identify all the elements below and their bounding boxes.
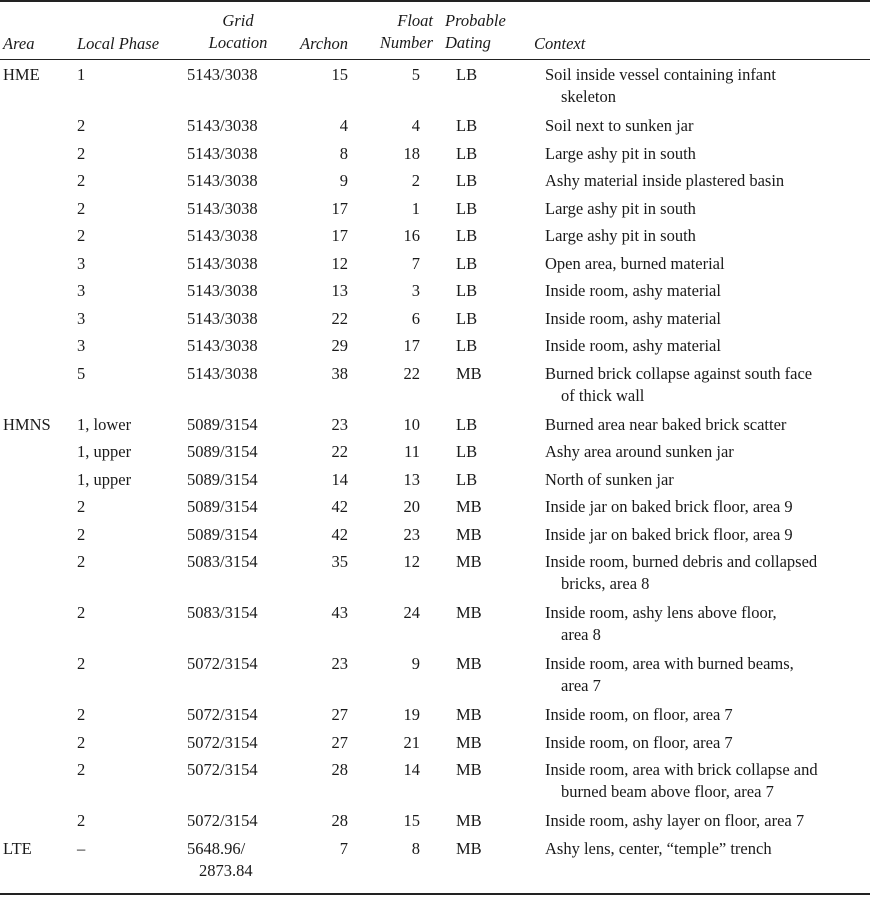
cell-grid-location — [187, 170, 310, 198]
context-line1: Inside room, ashy material — [545, 281, 721, 300]
cell-local-phase: 1, upper — [77, 442, 132, 461]
cell-context — [545, 759, 873, 810]
table-row — [0, 704, 873, 732]
cell-area — [0, 363, 77, 414]
cell-float-number: 11 — [404, 442, 420, 461]
header-archon — [300, 33, 348, 55]
cell-local-phase: 1, lower — [77, 414, 132, 434]
cell-float-number: 21 — [403, 732, 420, 752]
context-line1: Soil next to sunken jar — [545, 116, 694, 135]
cell-grid-location — [187, 64, 310, 115]
grid-line1: 5143/3038 — [187, 65, 258, 84]
cell-float-number: 24 — [403, 603, 420, 622]
header-area — [3, 33, 34, 55]
grid-line1: 5089/3154 — [187, 442, 258, 461]
header-archon-label: Archon — [300, 34, 348, 53]
cell-probable-dating: MB — [456, 760, 482, 779]
cell-area — [0, 335, 77, 363]
cell-archon: 38 — [331, 363, 348, 383]
context-line1: Inside room, area with brick collapse and — [545, 760, 818, 779]
cell-float-number: 22 — [403, 363, 420, 383]
context-line1: Inside room, on floor, area 7 — [545, 732, 733, 752]
cell-context — [545, 732, 873, 760]
cell-context — [545, 602, 873, 653]
context-line1: Ashy material inside plastered basin — [545, 171, 785, 190]
cell-local-phase: 2 — [77, 705, 86, 724]
cell-local-phase: 3 — [77, 253, 86, 273]
cell-context — [545, 524, 873, 552]
grid-line1: 5072/3154 — [187, 732, 258, 752]
grid-line1: 5089/3154 — [187, 469, 258, 489]
cell-archon: 4 — [339, 116, 348, 135]
grid-line1: 5089/3154 — [187, 524, 258, 544]
table-row — [0, 759, 873, 810]
cell-context — [545, 308, 873, 336]
cell-context — [545, 280, 873, 308]
context-line1: North of sunken jar — [545, 469, 674, 489]
cell-grid-location — [187, 414, 310, 442]
grid-line1: 5072/3154 — [187, 760, 258, 779]
context-line1: Large ashy pit in south — [545, 226, 696, 245]
cell-area — [0, 441, 77, 469]
header-dating-line2: Dating — [445, 33, 491, 52]
cell-local-phase: 2 — [77, 760, 86, 779]
header-float-line2: Number — [379, 33, 433, 52]
cell-float-number: 14 — [403, 760, 420, 779]
context-line1: Large ashy pit in south — [545, 198, 696, 218]
table-row — [0, 838, 873, 889]
cell-local-phase: 2 — [77, 524, 86, 544]
cell-float-number: 13 — [403, 469, 420, 489]
cell-context — [545, 225, 873, 253]
cell-local-phase: 5 — [77, 363, 86, 383]
cell-grid-location — [187, 602, 310, 653]
cell-grid-location — [187, 838, 310, 889]
grid-line1: 5143/3038 — [187, 198, 258, 218]
table-row — [0, 225, 873, 253]
table-row — [0, 335, 873, 363]
cell-grid-location — [187, 551, 310, 602]
cell-area — [0, 280, 77, 308]
cell-local-phase: 2 — [77, 654, 86, 673]
grid-line1: 5072/3154 — [187, 811, 258, 830]
cell-probable-dating: LB — [456, 469, 478, 489]
cell-float-number: 12 — [403, 552, 420, 571]
grid-line1: 5072/3154 — [187, 654, 258, 673]
cell-grid-location — [187, 363, 310, 414]
context-line1: Ashy lens, center, “temple” trench — [545, 838, 772, 858]
cell-area — [0, 308, 77, 336]
cell-archon: 27 — [331, 732, 348, 752]
context-line1: Inside room, area with burned beams, — [545, 654, 794, 673]
cell-float-number: 7 — [411, 253, 420, 273]
top-rule — [0, 0, 870, 2]
context-line2: bricks, area 8 — [561, 574, 650, 593]
cell-local-phase: 3 — [77, 308, 86, 328]
grid-line1: 5072/3154 — [187, 705, 258, 724]
cell-probable-dating: LB — [456, 253, 478, 273]
table-row — [0, 280, 873, 308]
cell-grid-location — [187, 496, 310, 524]
header-area-label: Area — [3, 34, 35, 53]
context-line1: Inside room, burned debris and collapsed — [545, 552, 818, 571]
cell-context — [545, 469, 873, 497]
cell-area: HMNS — [3, 414, 51, 434]
cell-float-number: 20 — [403, 497, 420, 516]
table-row — [0, 363, 873, 414]
context-line1: Inside room, on floor, area 7 — [545, 705, 733, 724]
cell-context — [545, 838, 873, 889]
header-context — [534, 33, 585, 55]
table-row — [0, 308, 873, 336]
cell-archon: 22 — [331, 308, 348, 328]
cell-archon: 13 — [331, 281, 348, 300]
grid-line1: 5143/3038 — [187, 143, 258, 163]
table-body — [0, 64, 873, 889]
context-line1: Soil inside vessel containing infant — [545, 65, 776, 84]
context-line1: Inside jar on baked brick floor, area 9 — [545, 524, 793, 544]
cell-float-number: 4 — [411, 116, 420, 135]
header-probable-dating — [445, 10, 506, 54]
cell-grid-location — [187, 280, 310, 308]
cell-grid-location — [187, 759, 310, 810]
grid-line1: 5143/3038 — [187, 253, 258, 273]
cell-probable-dating: LB — [456, 143, 478, 163]
context-line2: burned beam above floor, area 7 — [561, 782, 774, 801]
cell-grid-location — [187, 143, 310, 171]
cell-local-phase: 3 — [77, 281, 86, 300]
cell-float-number: 15 — [403, 811, 420, 830]
cell-float-number: 17 — [403, 336, 420, 355]
cell-probable-dating: LB — [456, 281, 478, 300]
cell-float-number: 1 — [411, 198, 420, 218]
header-local-phase-label: Local Phase — [77, 34, 160, 53]
table-row — [0, 810, 873, 838]
header-dating-line1: Probable — [445, 11, 506, 30]
cell-float-number: 16 — [403, 226, 420, 245]
cell-archon: 14 — [331, 469, 348, 489]
cell-grid-location — [187, 810, 310, 838]
cell-context — [545, 653, 873, 704]
cell-float-number: 2 — [411, 171, 420, 190]
cell-float-number: 3 — [411, 281, 420, 300]
cell-area — [0, 143, 77, 171]
cell-probable-dating: LB — [456, 171, 478, 190]
header-grid-location — [202, 10, 274, 54]
cell-archon: 35 — [331, 552, 348, 571]
cell-archon: 43 — [331, 603, 348, 622]
cell-float-number: 10 — [403, 414, 420, 434]
cell-context — [545, 414, 873, 442]
cell-context — [545, 363, 873, 414]
cell-area — [0, 704, 77, 732]
context-line1: Inside room, ashy material — [545, 308, 721, 328]
header-float-number — [369, 10, 433, 54]
table-row — [0, 414, 873, 442]
cell-area — [0, 469, 77, 497]
context-line2: area 8 — [561, 625, 601, 644]
context-line1: Open area, burned material — [545, 253, 725, 273]
cell-grid-location — [187, 308, 310, 336]
cell-float-number: 23 — [403, 524, 420, 544]
cell-local-phase: 2 — [77, 603, 86, 622]
cell-local-phase: 2 — [77, 143, 86, 163]
cell-context — [545, 253, 873, 281]
context-line1: Inside room, ashy lens above floor, — [545, 603, 777, 622]
cell-area — [0, 496, 77, 524]
header-context-label: Context — [534, 34, 586, 53]
context-line1: Inside room, ashy material — [545, 336, 721, 355]
cell-area — [0, 653, 77, 704]
cell-area — [0, 524, 77, 552]
table-row — [0, 170, 873, 198]
table-row — [0, 64, 873, 115]
cell-archon: 15 — [331, 65, 348, 84]
grid-line1: 5089/3154 — [187, 497, 258, 516]
grid-line1: 5143/3038 — [187, 171, 258, 190]
cell-archon: 23 — [331, 414, 348, 434]
cell-local-phase: 2 — [77, 552, 86, 571]
cell-local-phase: 2 — [77, 116, 86, 135]
context-line1: Large ashy pit in south — [545, 143, 696, 163]
table-row — [0, 602, 873, 653]
cell-archon: 27 — [331, 705, 348, 724]
header-local-phase — [77, 33, 159, 55]
table-row — [0, 198, 873, 226]
cell-probable-dating: LB — [456, 116, 478, 135]
cell-context — [545, 64, 873, 115]
cell-local-phase: 3 — [77, 336, 86, 355]
cell-context — [545, 496, 873, 524]
cell-probable-dating: MB — [456, 603, 482, 622]
cell-context — [545, 441, 873, 469]
grid-line1: 5648.96/ — [187, 838, 246, 858]
cell-grid-location — [187, 225, 310, 253]
table-row — [0, 115, 873, 143]
table-row — [0, 469, 873, 497]
cell-local-phase: 2 — [77, 811, 86, 830]
cell-area — [0, 759, 77, 810]
cell-area — [0, 225, 77, 253]
cell-context — [545, 335, 873, 363]
cell-grid-location — [187, 653, 310, 704]
grid-line1: 5083/3154 — [187, 552, 258, 571]
context-line1: Inside jar on baked brick floor, area 9 — [545, 497, 793, 516]
cell-float-number: 5 — [411, 65, 420, 84]
grid-line1: 5143/3038 — [187, 363, 258, 383]
cell-probable-dating: MB — [456, 838, 482, 858]
cell-context — [545, 115, 873, 143]
table-row — [0, 496, 873, 524]
cell-probable-dating: LB — [456, 226, 478, 245]
cell-grid-location — [187, 335, 310, 363]
cell-archon: 22 — [331, 442, 348, 461]
cell-local-phase: 2 — [77, 732, 86, 752]
cell-float-number: 6 — [411, 308, 420, 328]
table-row — [0, 524, 873, 552]
cell-grid-location — [187, 115, 310, 143]
cell-area — [0, 170, 77, 198]
cell-area — [0, 551, 77, 602]
cell-context — [545, 810, 873, 838]
context-line1: Burned area near baked brick scatter — [545, 414, 787, 434]
cell-context — [545, 551, 873, 602]
cell-local-phase: 2 — [77, 198, 86, 218]
context-line2: of thick wall — [561, 385, 645, 405]
cell-float-number: 19 — [403, 705, 420, 724]
cell-probable-dating: LB — [456, 308, 478, 328]
cell-probable-dating: MB — [456, 363, 482, 383]
table-row — [0, 253, 873, 281]
grid-line1: 5143/3038 — [187, 336, 258, 355]
cell-archon: 12 — [331, 253, 348, 273]
table-row — [0, 653, 873, 704]
cell-archon: 7 — [339, 838, 348, 858]
context-line1: Ashy area around sunken jar — [545, 442, 734, 461]
table-row — [0, 441, 873, 469]
cell-archon: 42 — [331, 497, 348, 516]
cell-area — [0, 602, 77, 653]
cell-archon: 9 — [339, 171, 348, 190]
cell-archon: 28 — [331, 811, 348, 830]
cell-local-phase: 2 — [77, 497, 86, 516]
data-table — [0, 64, 873, 889]
cell-probable-dating: MB — [456, 811, 482, 830]
cell-float-number: 9 — [411, 654, 420, 673]
cell-grid-location — [187, 704, 310, 732]
grid-line2: 2873.84 — [199, 860, 253, 880]
cell-local-phase: 1 — [77, 65, 86, 84]
cell-archon: 8 — [339, 143, 348, 163]
cell-float-number: 8 — [411, 838, 420, 858]
grid-line1: 5143/3038 — [187, 226, 258, 245]
cell-area: LTE — [3, 838, 32, 858]
context-line1: Burned brick collapse against south face — [545, 363, 813, 383]
cell-grid-location — [187, 524, 310, 552]
cell-context — [545, 143, 873, 171]
cell-probable-dating: LB — [456, 65, 478, 84]
cell-probable-dating: LB — [456, 336, 478, 355]
cell-archon: 23 — [331, 654, 348, 673]
cell-probable-dating: MB — [456, 705, 482, 724]
cell-archon: 17 — [331, 198, 348, 218]
cell-local-phase: – — [77, 838, 86, 858]
context-line1: Inside room, ashy layer on floor, area 7 — [545, 811, 805, 830]
cell-probable-dating: MB — [456, 552, 482, 571]
cell-context — [545, 170, 873, 198]
header-rule — [0, 59, 870, 60]
cell-archon: 17 — [331, 226, 348, 245]
cell-probable-dating: MB — [456, 524, 482, 544]
cell-probable-dating: MB — [456, 497, 482, 516]
cell-grid-location — [187, 469, 310, 497]
header-grid-line2: Location — [208, 33, 268, 52]
cell-probable-dating: LB — [456, 442, 478, 461]
table-row — [0, 143, 873, 171]
bottom-rule — [0, 893, 870, 895]
cell-area: HME — [3, 65, 40, 84]
cell-area — [0, 732, 77, 760]
cell-area — [0, 810, 77, 838]
cell-probable-dating: MB — [456, 732, 482, 752]
cell-context — [545, 704, 873, 732]
grid-line1: 5083/3154 — [187, 603, 258, 622]
context-line2: area 7 — [561, 676, 601, 695]
cell-local-phase: 2 — [77, 171, 86, 190]
header-float-line1: Float — [397, 11, 433, 30]
cell-archon: 29 — [331, 336, 348, 355]
cell-probable-dating: LB — [456, 414, 478, 434]
cell-archon: 28 — [331, 760, 348, 779]
cell-grid-location — [187, 253, 310, 281]
grid-line1: 5143/3038 — [187, 116, 258, 135]
header-grid-line1: Grid — [222, 11, 254, 30]
cell-local-phase: 2 — [77, 226, 86, 245]
cell-archon: 42 — [331, 524, 348, 544]
table-row — [0, 551, 873, 602]
cell-probable-dating: LB — [456, 198, 478, 218]
table-row — [0, 732, 873, 760]
cell-area — [0, 198, 77, 226]
context-line2: skeleton — [561, 87, 616, 106]
cell-grid-location — [187, 198, 310, 226]
cell-grid-location — [187, 441, 310, 469]
cell-float-number: 18 — [403, 143, 420, 163]
grid-line1: 5143/3038 — [187, 281, 258, 300]
cell-local-phase: 1, upper — [77, 469, 132, 489]
grid-line1: 5089/3154 — [187, 414, 258, 434]
cell-grid-location — [187, 732, 310, 760]
grid-line1: 5143/3038 — [187, 308, 258, 328]
cell-context — [545, 198, 873, 226]
cell-area — [0, 115, 77, 143]
cell-area — [0, 253, 77, 281]
cell-probable-dating: MB — [456, 654, 482, 673]
